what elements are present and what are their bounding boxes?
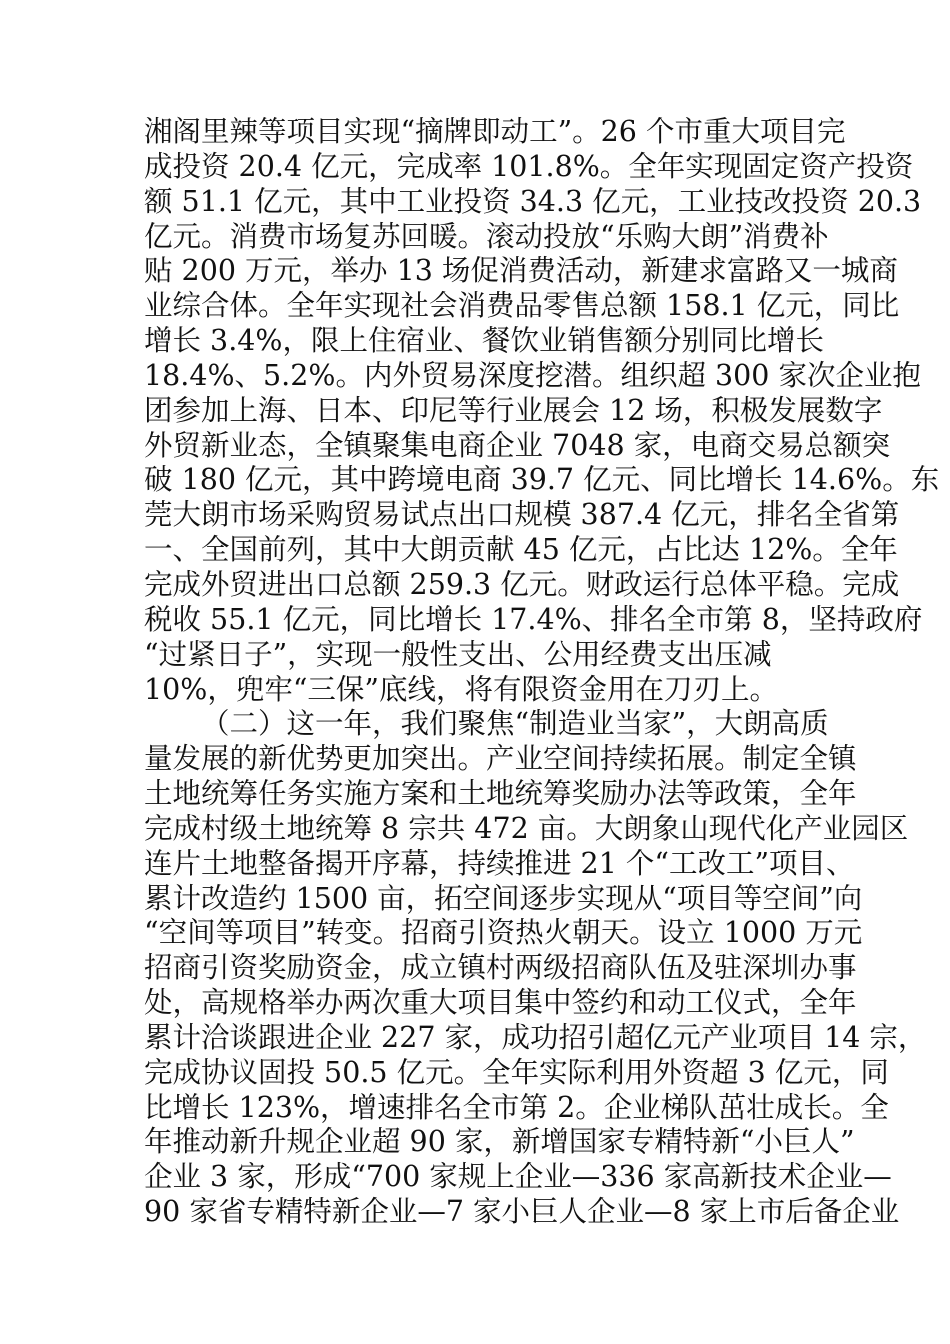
text-line: 贴 200 万元，举办 13 场促消费活动，新建求富路又一城商: [144, 254, 898, 288]
text-line: “空间等项目”转变。招商引资热火朝天。设立 1000 万元: [144, 916, 863, 950]
text-line: 完成外贸进出口总额 259.3 亿元。财政运行总体平稳。完成: [144, 567, 900, 601]
text-line: 额 51.1 亿元，其中工业投资 34.3 亿元，工业技改投资 20.3: [144, 184, 922, 218]
text-line: 税收 55.1 亿元，同比增长 17.4%、排名全市第 8，坚持政府: [144, 602, 923, 636]
text-line: 累计改造约 1500 亩，拓空间逐步实现从“项目等空间”向: [144, 881, 863, 915]
text-line: 量发展的新优势更加突出。产业空间持续拓展。制定全镇: [144, 742, 857, 776]
text-line: 土地统筹任务实施方案和土地统筹奖励办法等政策，全年: [144, 777, 857, 811]
text-line: 增长 3.4%，限上住宿业、餐饮业销售额分别同比增长: [144, 324, 824, 358]
text-line: 比增长 123%，增速排名全市第 2。企业梯队茁壮成长。全: [144, 1090, 889, 1124]
text-line: 湘阁里辣等项目实现“摘牌即动工”。26 个市重大项目完: [144, 115, 846, 148]
text-line: 累计洽谈跟进企业 227 家，成功招引超亿元产业项目 14 宗，: [144, 1020, 927, 1054]
text-line: 10%，兜牢“三保”底线，将有限资金用在刀刃上。: [144, 672, 778, 706]
text-line: 90 家省专精特新企业—7 家小巨人企业—8 家上市后备企业: [144, 1195, 900, 1229]
text-line: 完成协议固投 50.5 亿元。全年实际利用外资超 3 亿元，同: [144, 1055, 889, 1089]
text-line: 企业 3 家，形成“700 家规上企业—336 家高新技术企业—: [144, 1160, 892, 1194]
text-line: 连片土地整备揭开序幕，持续推进 21 个“工改工”项目、: [144, 846, 855, 880]
text-line: “过紧日子”，实现一般性支出、公用经费支出压减: [144, 637, 772, 671]
text-line: 业综合体。全年实现社会消费品零售总额 158.1 亿元，同比: [144, 289, 900, 323]
body-text: [144, 115, 940, 1230]
text-line: 外贸新业态，全镇聚集电商企业 7048 家，电商交易总额突: [144, 428, 891, 462]
text-line: 莞大朗市场采购贸易试点出口规模 387.4 亿元，排名全省第: [144, 498, 900, 532]
paragraph-start-line: （二）这一年，我们聚焦“制造业当家”，大朗高质: [201, 707, 829, 741]
text-line: 18.4%、5.2%。内外贸易深度挖潜。组织超 300 家次企业抱: [144, 358, 921, 392]
text-line: 亿元。消费市场复苏回暖。滚动投放“乐购大朗”消费补: [144, 219, 829, 253]
text-line: 完成村级土地统筹 8 宗共 472 亩。大朗象山现代化产业园区: [144, 811, 909, 845]
text-line: 破 180 亿元，其中跨境电商 39.7 亿元、同比增长 14.6%。东: [144, 463, 940, 497]
text-line: 团参加上海、日本、印尼等行业展会 12 场，积极发展数字: [144, 393, 883, 427]
text-line: 成投资 20.4 亿元，完成率 101.8%。全年实现固定资产投资: [144, 149, 914, 183]
text-line: 一、全国前列，其中大朗贡献 45 亿元，占比达 12%。全年: [144, 533, 898, 567]
text-line: 年推动新升规企业超 90 家，新增国家专精特新“小巨人”: [144, 1125, 855, 1159]
text-line: 招商引资奖励资金，成立镇村两级招商队伍及驻深圳办事: [144, 951, 857, 985]
text-line: 处，高规格举办两次重大项目集中签约和动工仪式，全年: [144, 986, 857, 1020]
